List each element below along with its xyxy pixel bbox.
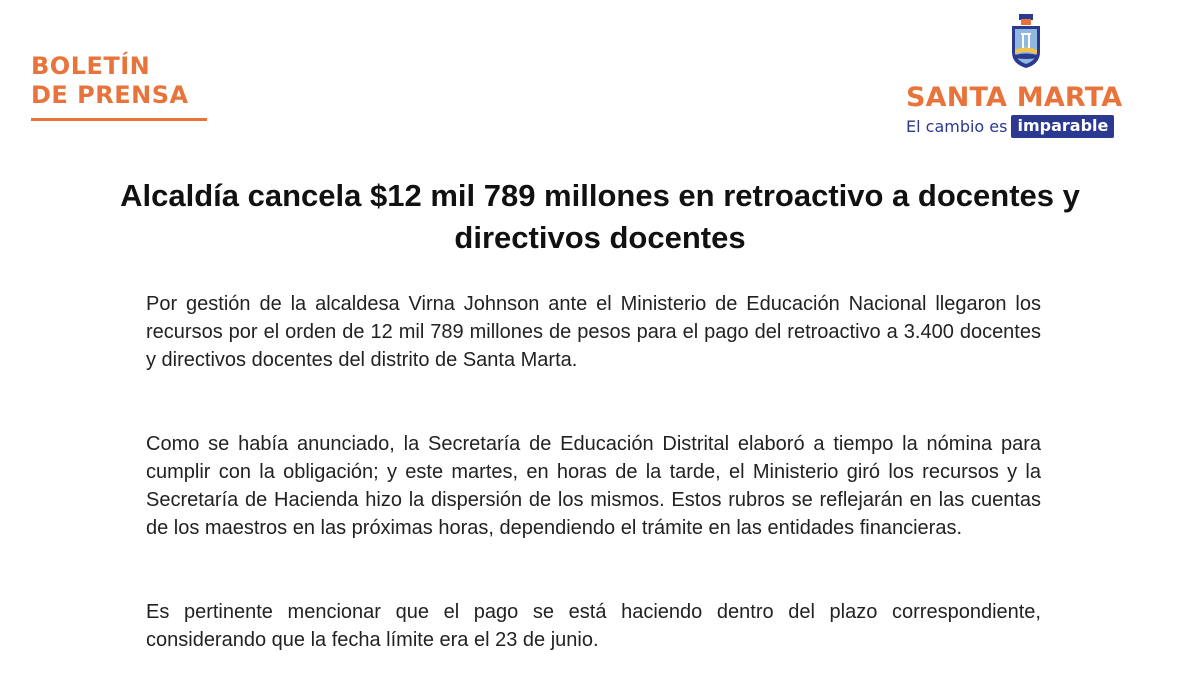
slogan-highlight: imparable	[1011, 115, 1114, 138]
article-paragraph-3: Es pertinente mencionar que el pago se está haciendo dentro del plazo correspondiente, considerando que la fecha límite era el 23 de junio.	[146, 601, 1041, 651]
santa-marta-logo	[900, 12, 1156, 142]
article-paragraph-1: Por gestión de la alcaldesa Virna Johnson ante el Ministerio de Educación Nacional llegaron los recursos por el orden de 12 mil 789 millones de pesos para el pago del retroactivo a 3.400 docentes y directivos docentes del distrito de Santa Marta.	[146, 293, 1041, 371]
bulletin-line-1: BOLETÍN	[31, 52, 151, 80]
slogan	[906, 115, 1114, 138]
city-name: SANTA MARTA	[906, 82, 1123, 113]
coat-of-arms-icon	[1010, 14, 1042, 70]
press-bulletin-label	[31, 52, 207, 121]
article-title: Alcaldía cancela $12 mil 789 millones en retroactivo a docentes y directivos docentes	[120, 178, 1080, 255]
slogan-prefix: El cambio es	[906, 117, 1008, 136]
bulletin-line-2: DE PRENSA	[31, 81, 189, 109]
article-paragraph-2: Como se había anunciado, la Secretaría de Educación Distrital elaboró a tiempo la nómina para cumplir con la obligación; y este martes, en horas de la tarde, el Ministerio giró los recursos y la Secretaría de Hacienda hizo la dispersión de los mismos. Estos rubros se reflejarán en las cuentas de los maestros en las próximas horas, dependiendo el trámite en las entidades financieras.	[146, 433, 1041, 539]
